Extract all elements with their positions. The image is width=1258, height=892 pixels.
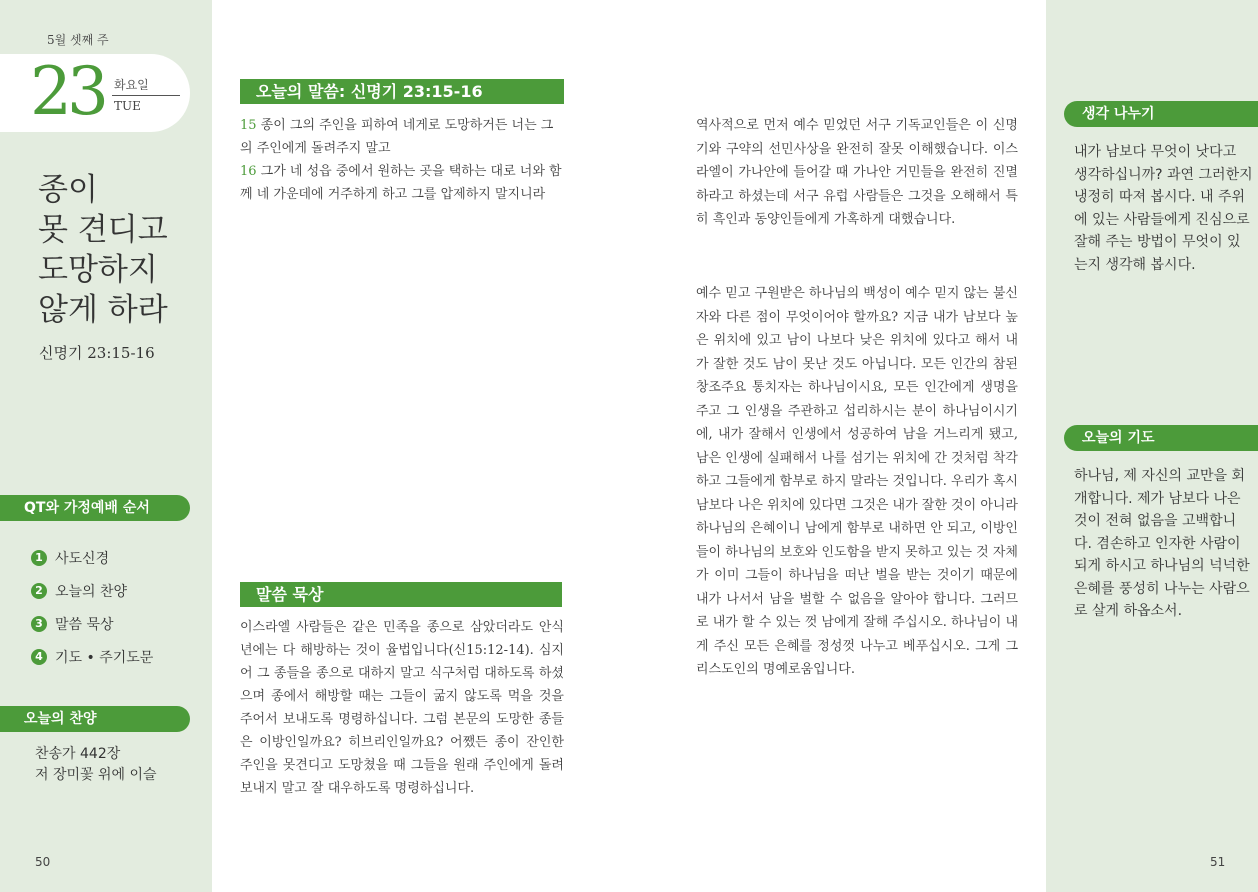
page-number-right: 51 [1210,855,1226,869]
week-label: 5월 셋째 주 [47,33,109,47]
list-item-label: 오늘의 찬양 [55,583,128,600]
title-line: 못 견디고 [38,212,168,248]
today-prayer-text: 하나님, 제 자신의 교만을 회개합니다. 제가 남보다 나은 것이 전혀 없음을 고백합니다. 겸손하고 인자한 사람이 되게 하시고 하나님의 넉넉한 은혜를 풍성히 나누는 사람으로 살게 하옵소서. [1074,468,1250,619]
body-paragraph: 예수 믿고 구원받은 하나님의 백성이 예수 믿지 않는 불신자와 다른 점이 무엇이어야 할까요? 지금 내가 남보다 높은 위치에 있고 남이 나보다 낮은 위치에 있다고 해서 내가 잘한 것도 남이 못난 것도 아닙니다. 모든 인간의 참된 창조주요 통치자는 하나님이시요, 모든 인간에게 생명을 주고 그 인생을 주관하고 섭리하시는 분이 하나님이시기에, 내가 잘해서 인생에서 성공하여 남을 거느리게 됐고, 남은 인생에 실패해서 나를 섬기는 위치에 간 것처럼 착각하고 그들에게 함부로 하지 말라는 것입니다. 우리가 혹시 남보다 나은 위치에 있다면 그것은 내가 잘한 것이 아니라 하나님의 은혜이니 남에게 함부로 내하면 안 되고, 이방인들이 하나님의 보호와 인도함을 받지 못하고 있는 것 자체가 이미 그들이 하나님을 떠난 벌을 받는 것이기 때문에 내가 나서서 남을 벌할 수 없음을 알아야 합니다. 그러므로 내가 할 수 있는 껏 남에게 잘해 주십시오. 하나님이 내게 주신 모든 은혜를 정성껏 나누고 베푸십시오. 그게 그리스도인의 명예로움입니다. [696,286,1018,677]
title-line: 도망하지 [38,252,158,288]
page-title [38,170,168,330]
weekday-divider [112,95,180,96]
list-item [31,541,153,574]
meditation-text: 이스라엘 사람들은 같은 민족을 종으로 삼았더라도 안식년에는 다 해방하는 것이 율법입니다(신15:12-14). 심지어 그 종들을 종으로 대하지 말고 식구처럼 대하도록 하셨으며 종에서 해방할 때는 그들이 굶지 않도록 먹을 것을 주어서 보내도록 명령하십니다. 그럼 본문의 도망한 종들은 이방인일까요? 히브리인일까요? 어쨌든 종이 잔인한 주인을 못견디고 도망쳤을 때 그들을 원래 주인에게 돌려보내지 말고 잘 대우하도록 명령하십니다. [240,620,564,796]
title-line: 않게 하라 [38,292,168,328]
qt-order-list [31,541,153,673]
list-item [31,640,153,673]
meditation-heading: 말씀 묵상 [240,582,562,607]
day-number: 23 [30,53,104,130]
list-item-label: 말씀 묵상 [55,616,114,633]
verse-number: 16 [240,164,257,179]
verse-text: 그가 네 성읍 중에서 원하는 곳을 택하는 대로 너와 함께 네 가운데에 거주하게 하고 그를 압제하지 말지니라 [240,164,562,202]
body-paragraph: 역사적으로 먼저 예수 믿었던 서구 기독교인들은 이 신명기와 구약의 선민사상을 완전히 잘못 이해했습니다. 이스라엘이 가나안에 들어갈 때 가나안 거민들을 완전히 진멸하라고 하셨는데 서구 유럽 사람들은 그것을 오해해서 특히 흑인과 동양인들에게 가혹하게 대했습니다. [696,118,1018,227]
hymn-title: 저 장미꽃 위에 이슬 [35,767,157,783]
list-item [31,607,153,640]
scripture-passage [240,114,564,206]
number-badge: 4 [31,649,47,665]
list-item-label: 사도신경 [55,550,110,567]
share-thoughts-heading: 생각 나누기 [1064,101,1258,127]
list-item [31,574,153,607]
page-number-left: 50 [35,855,51,869]
number-badge: 2 [31,583,47,599]
number-badge: 1 [31,550,47,566]
share-thoughts-text: 내가 남보다 무엇이 낫다고 생각하십니까? 과연 그러한지 냉정히 따져 봅시다. 내 주위에 있는 사람들에게 진심으로 잘해 주는 방법이 무엇이 있는지 생각해 봅시다. [1074,144,1253,273]
title-reference: 신명기 23:15-16 [39,344,155,362]
hymn-number: 찬송가 442장 [35,746,121,762]
today-prayer-heading: 오늘의 기도 [1064,425,1258,451]
verse-number: 15 [240,118,257,133]
number-badge: 3 [31,616,47,632]
verse-text: 종이 그의 주인을 피하여 네게로 도망하거든 너는 그의 주인에게 돌려주지 말고 [240,118,554,156]
list-item-label: 기도 • 주기도문 [55,649,154,666]
hymn-heading: 오늘의 찬양 [0,706,190,732]
qt-order-heading: QT와 가정예배 순서 [0,495,190,521]
title-line: 종이 [38,172,98,208]
today-word-heading: 오늘의 말씀: 신명기 23:15-16 [240,79,564,104]
weekday-korean: 화요일 [114,78,149,92]
weekday-english: TUE [114,99,141,113]
hymn-info [35,744,157,786]
